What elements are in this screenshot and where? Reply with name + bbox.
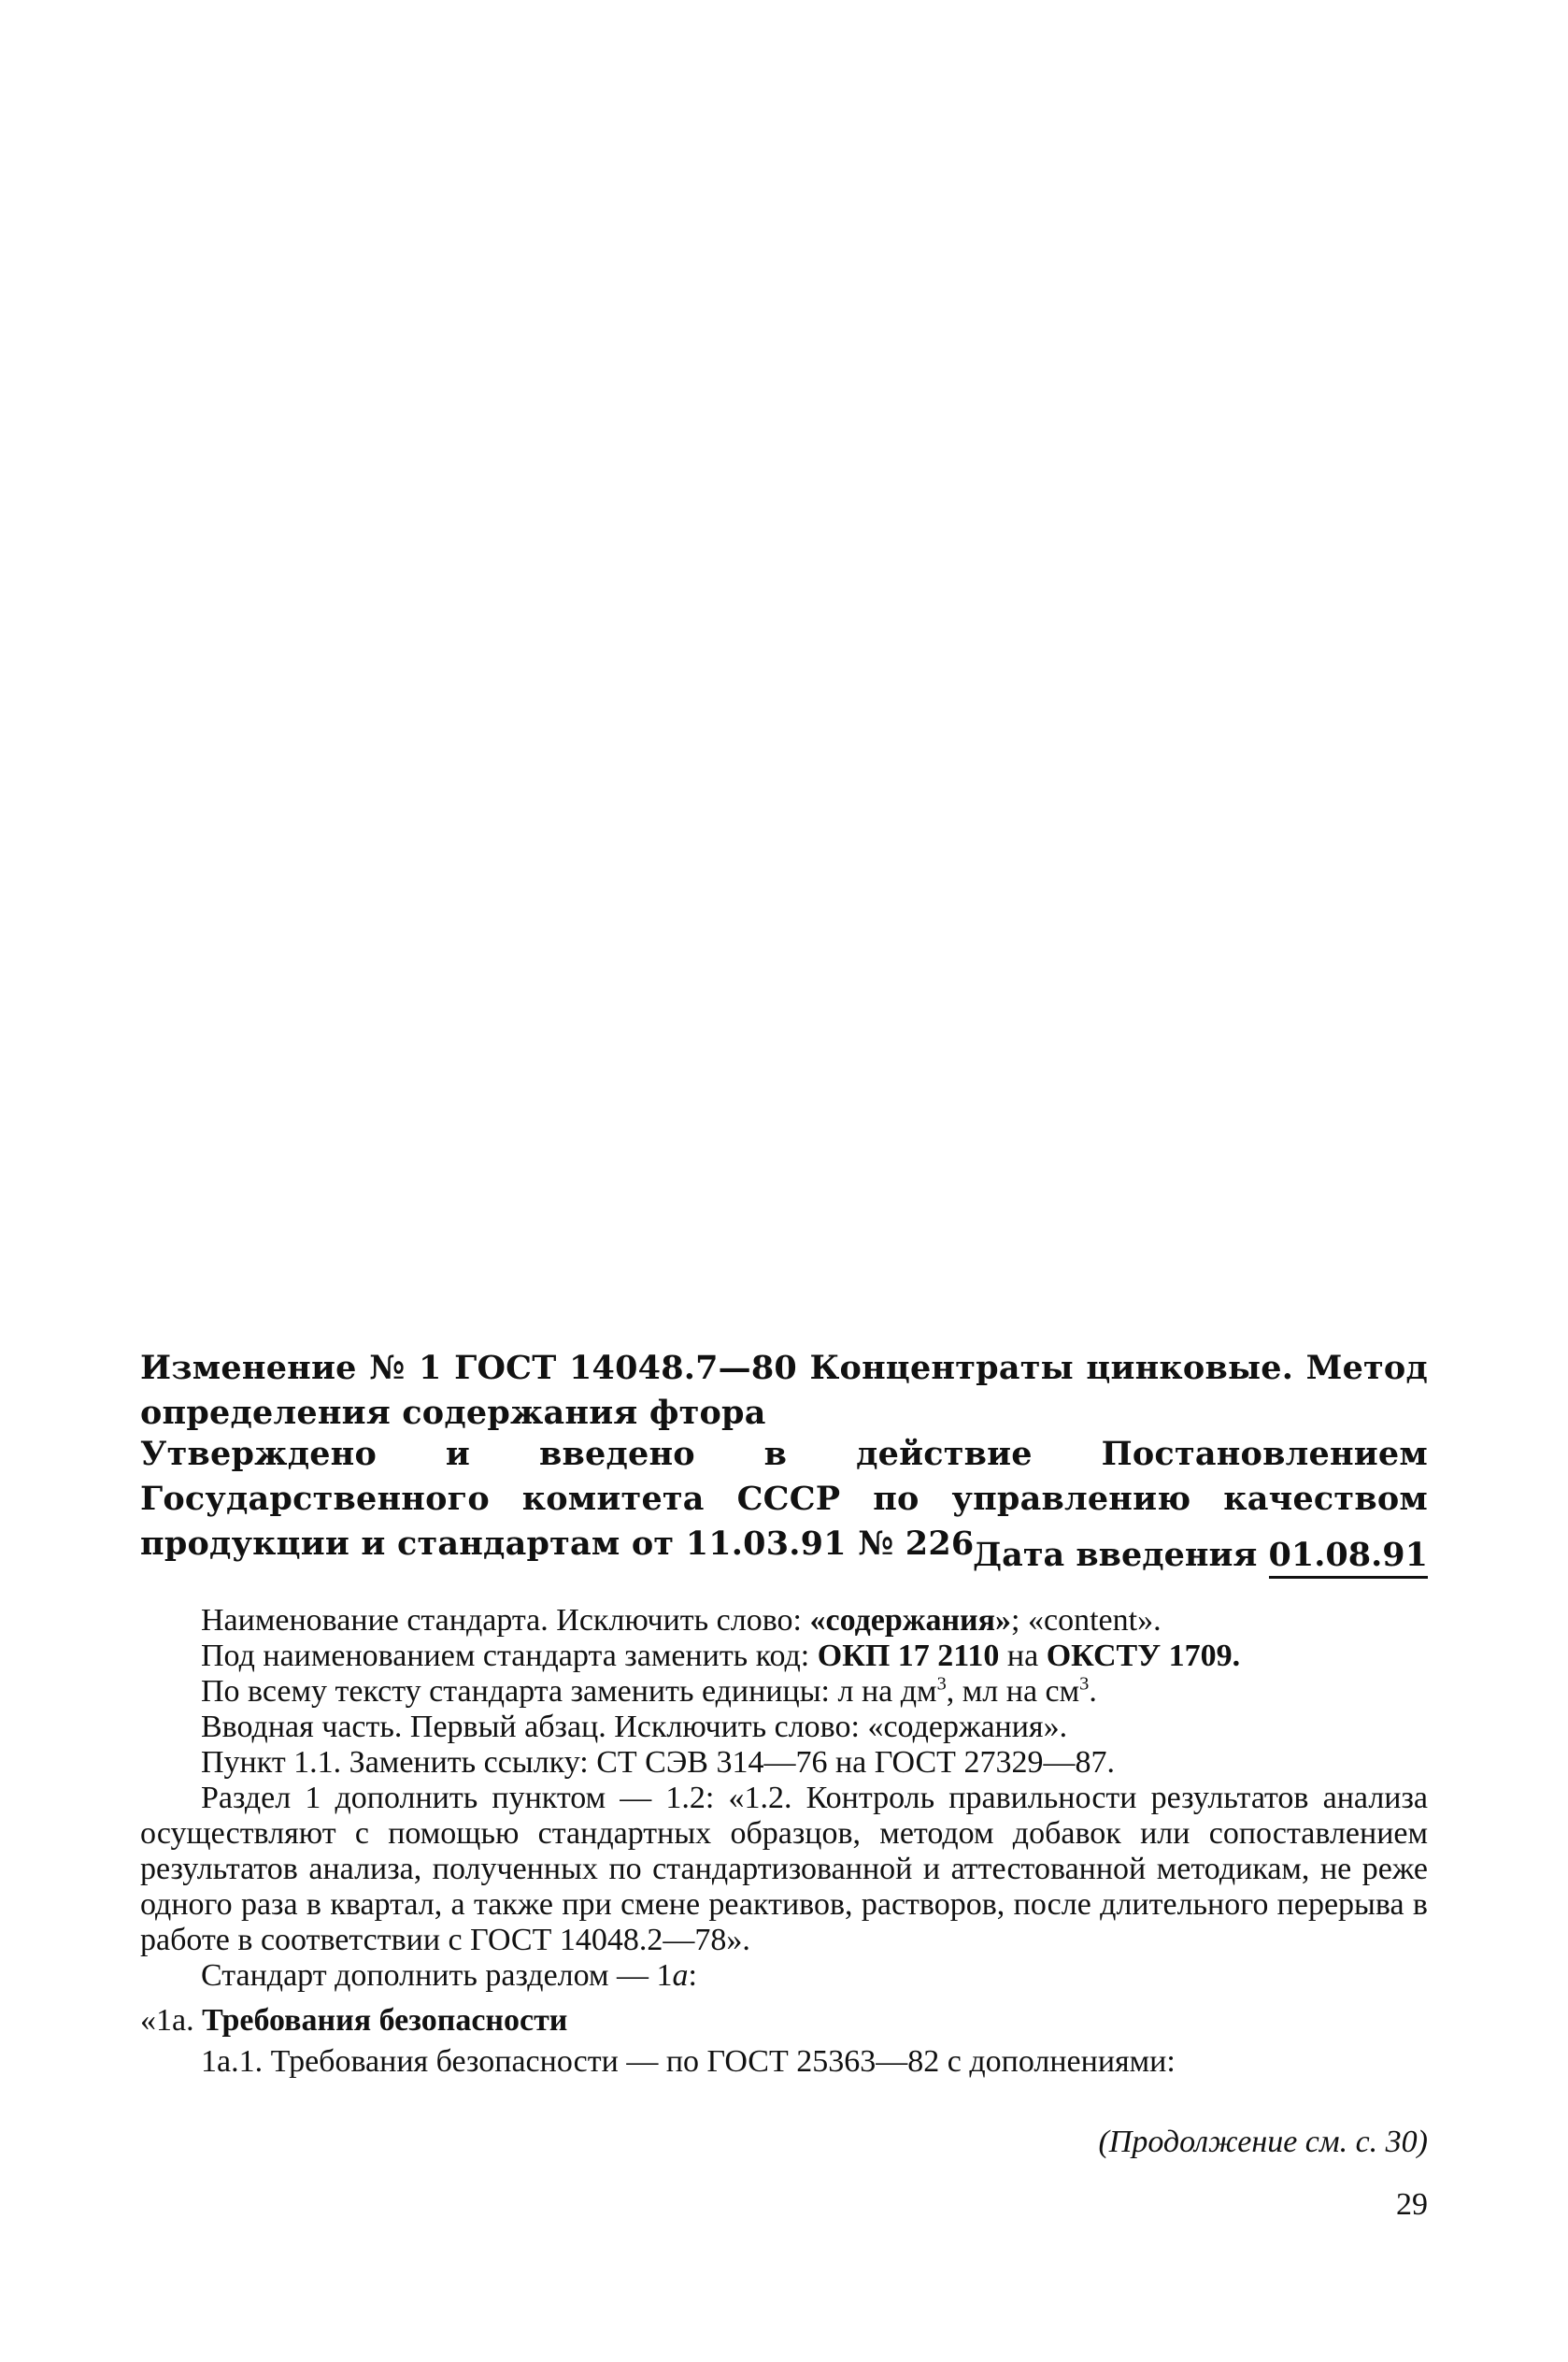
- text-span: «1а.: [140, 2003, 203, 2038]
- text-span: ; «content».: [1011, 1603, 1162, 1638]
- text-span: .: [1089, 1674, 1097, 1709]
- approval-statement: Утверждено и введено в действие Постановлением Государственного комитета СССР по управлению качеством продукции и стандартам от 11.03.91 № 226: [140, 1435, 1428, 1563]
- page-number: 29: [1396, 2187, 1428, 2222]
- text-span: Стандарт дополнить разделом — 1: [201, 1958, 673, 1993]
- paragraph-safety: 1а.1. Требования безопасности — по ГОСТ 25363—82 с дополнениями:: [201, 2044, 1176, 2079]
- bold-span: «содержания»: [809, 1603, 1012, 1638]
- text-span: Наименование стандарта. Исключить слово:: [201, 1603, 810, 1638]
- text-span: Под наименованием стандарта заменить код:: [201, 1639, 818, 1673]
- text-span: на: [999, 1639, 1047, 1673]
- amendment-body: [140, 1603, 1428, 2080]
- paragraph-section-1: Раздел 1 дополнить пунктом — 1.2: «1.2. Контроль правильности результатов анализа осуществляют с помощью стандартных образцов, методом добавок или сопоставлением результатов анализа, полученных по стандартизованной и аттестованной методикам, не реже одного раза в квартал, а также при смене реактивов, растворов, после длительного перерыва в работе в соответствии с ГОСТ 14048.2—78».: [140, 1781, 1428, 1957]
- paragraph-clause-1-1: Пункт 1.1. Заменить ссылку: СТ СЭВ 314—76 на ГОСТ 27329—87.: [201, 1745, 1115, 1780]
- italic-span: а: [672, 1958, 689, 1993]
- superscript: 3: [1079, 1673, 1090, 1695]
- text-span: По всему тексту стандарта заменить единицы: л на дм: [201, 1674, 937, 1709]
- paragraph-standard-name: [140, 1603, 1428, 1639]
- bold-span: Требования безопасности: [202, 2003, 568, 2038]
- amendment-title: Изменение № 1 ГОСТ 14048.7—80 Концентраты цинковые. Метод определения содержания фтора: [140, 1349, 1428, 1432]
- bold-span: ОКП 17 2110: [817, 1639, 1000, 1673]
- paragraph-code: [140, 1639, 1428, 1674]
- text-span: :: [688, 1958, 697, 1993]
- bold-span: ОКСТУ 1709.: [1046, 1639, 1241, 1673]
- effective-date-value: 01.08.91: [1269, 1535, 1429, 1579]
- text-span: , мл на см: [946, 1674, 1080, 1709]
- superscript: 3: [936, 1673, 947, 1695]
- effective-date: [973, 1533, 1428, 1579]
- effective-date-label: Дата введения: [973, 1536, 1258, 1574]
- continuation-note: (Продолжение см. с. 30): [1098, 2125, 1428, 2159]
- paragraph-intro: Вводная часть. Первый абзац. Исключить слово: «содержания».: [201, 1710, 1068, 1744]
- section-title: [140, 2003, 1428, 2039]
- paragraph-units: [140, 1674, 1428, 1710]
- paragraph-add-section: [140, 1958, 1428, 1994]
